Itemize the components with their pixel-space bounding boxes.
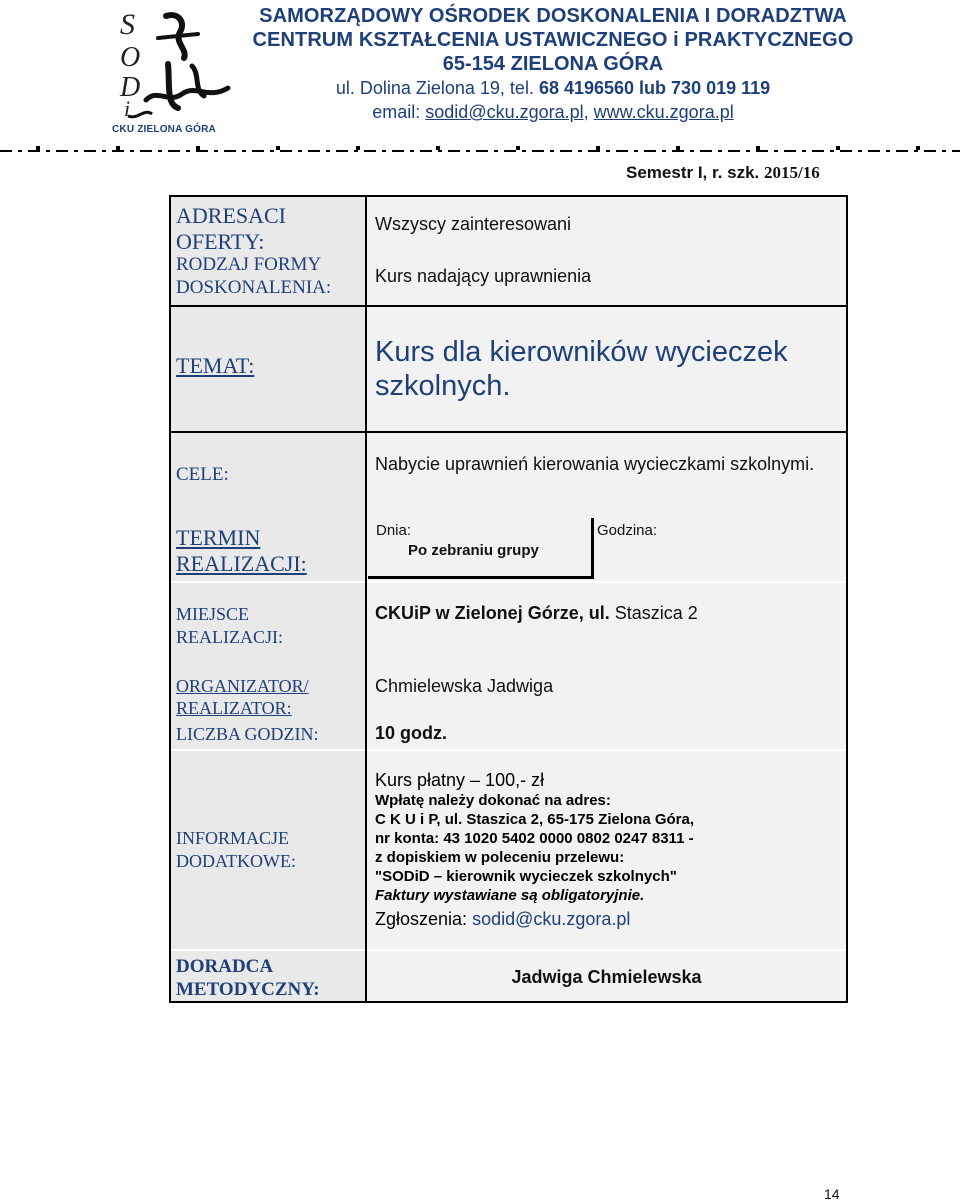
separator: ,	[583, 102, 594, 122]
adresaci-label: ADRESACI OFERTY:	[176, 203, 287, 254]
info-payment: Kurs płatny – 100,- zł	[375, 770, 545, 790]
cele-label: CELE:	[176, 464, 229, 485]
termin-dnia-value: Po zebraniu grupy	[408, 542, 539, 559]
row-divider	[171, 581, 365, 583]
svg-text:O: O	[120, 42, 141, 73]
rodzaj-value: Kurs nadający uprawnienia	[375, 266, 592, 286]
info-line-4: z dopiskiem w poleceniu przelewu:	[375, 849, 625, 866]
miejsce-label: MIEJSCE REALIZACJI:	[176, 604, 283, 647]
row-divider	[367, 949, 846, 951]
svg-text:S: S	[120, 8, 135, 41]
temat-label: TEMAT:	[176, 353, 255, 378]
row-divider	[171, 949, 365, 951]
header-line-3: 65-154 ZIELONA GÓRA	[442, 53, 664, 75]
adresaci-value: Wszyscy zainteresowani	[375, 214, 572, 234]
email-label: email:	[372, 102, 426, 122]
registration-email[interactable]: sodid@cku.zgora.pl	[472, 909, 631, 929]
institution-header	[246, 4, 860, 124]
termin-dnia-label: Dnia:	[376, 522, 412, 539]
header-line-2: CENTRUM KSZTAŁCENIA USTAWICZNEGO i PRAKTYCZNEGO	[252, 29, 854, 51]
row-divider	[171, 749, 365, 751]
info-line-2: C K U i P, ul. Staszica 2, 65-175 Zielona Góra,	[375, 811, 695, 828]
organizator-label-b: REALIZATOR:	[176, 698, 292, 718]
dashed-divider	[0, 144, 960, 158]
termin-date-cell	[368, 518, 594, 579]
info-registration	[375, 907, 845, 931]
sodid-logo-icon	[108, 4, 244, 138]
row-divider	[171, 305, 365, 307]
liczba-value: 10 godz.	[375, 723, 448, 743]
info-line-3: nr konta: 43 1020 5402 0000 0802 0247 8311 -	[375, 830, 694, 847]
semester-label: Semestr I, r. szk.	[626, 163, 764, 182]
doradca-label: DORADCA METODYCZNY:	[176, 956, 320, 1000]
page-number: 14	[824, 1186, 840, 1202]
semester-info	[626, 163, 820, 183]
header-address	[246, 76, 860, 100]
info-label: INFORMACJE DODATKOWE:	[176, 828, 296, 871]
liczba-label: LICZBA GODZIN:	[176, 724, 319, 744]
email-link[interactable]: sodid@cku.zgora.pl	[425, 102, 584, 122]
row-divider	[171, 431, 365, 433]
svg-text:D: D	[120, 72, 141, 103]
organizator-value: Chmielewska Jadwiga	[375, 676, 554, 696]
address-prefix: ul. Dolina Zielona 19, tel.	[335, 78, 539, 98]
header-line-1: SAMORZĄDOWY OŚRODEK DOSKONALENIA I DORADZTWA	[259, 5, 847, 27]
svg-text:i: i	[124, 96, 131, 121]
termin-godzina-label: Godzina:	[597, 522, 658, 539]
termin-time-cell	[591, 518, 846, 576]
info-line-6: Faktury wystawiane są obligatoryjnie.	[375, 887, 645, 904]
miejsce-value-rest: Staszica 2	[609, 603, 698, 623]
miejsce-value-bold: CKUiP w Zielonej Górze, ul.	[375, 603, 610, 623]
row-divider	[367, 305, 846, 307]
website-link[interactable]: www.cku.zgora.pl	[593, 102, 734, 122]
rodzaj-label: RODZAJ FORMY DOSKONALENIA:	[176, 254, 332, 298]
values-column	[367, 197, 846, 1001]
cele-value: Nabycie uprawnień kierowania wycieczkami szkolnymi.	[375, 454, 815, 474]
temat-value: Kurs dla kierowników wycieczek szkolnych.	[375, 336, 788, 402]
additional-info	[375, 769, 845, 931]
row-divider	[367, 431, 846, 433]
logo-caption: CKU ZIELONA GÓRA	[112, 124, 216, 135]
row-divider	[367, 581, 846, 583]
phone-numbers: 68 4196560 lub 730 019 119	[538, 78, 771, 98]
school-year: 2015/16	[763, 163, 820, 182]
row-divider	[367, 749, 846, 751]
course-offer-form	[169, 195, 848, 1003]
termin-label: TERMIN REALIZACJI:	[176, 525, 307, 576]
labels-column	[171, 197, 367, 1001]
miejsce-value	[375, 603, 698, 624]
registration-label: Zgłoszenia:	[375, 909, 473, 929]
doradca-value: Jadwiga Chmielewska	[511, 967, 702, 987]
info-line-1: Wpłatę należy dokonać na adres:	[375, 792, 611, 809]
organizator-label-a: ORGANIZATOR/	[176, 676, 309, 696]
info-line-5: "SODiD – kierownik wycieczek szkolnych"	[375, 868, 677, 885]
header-contact	[246, 100, 860, 124]
